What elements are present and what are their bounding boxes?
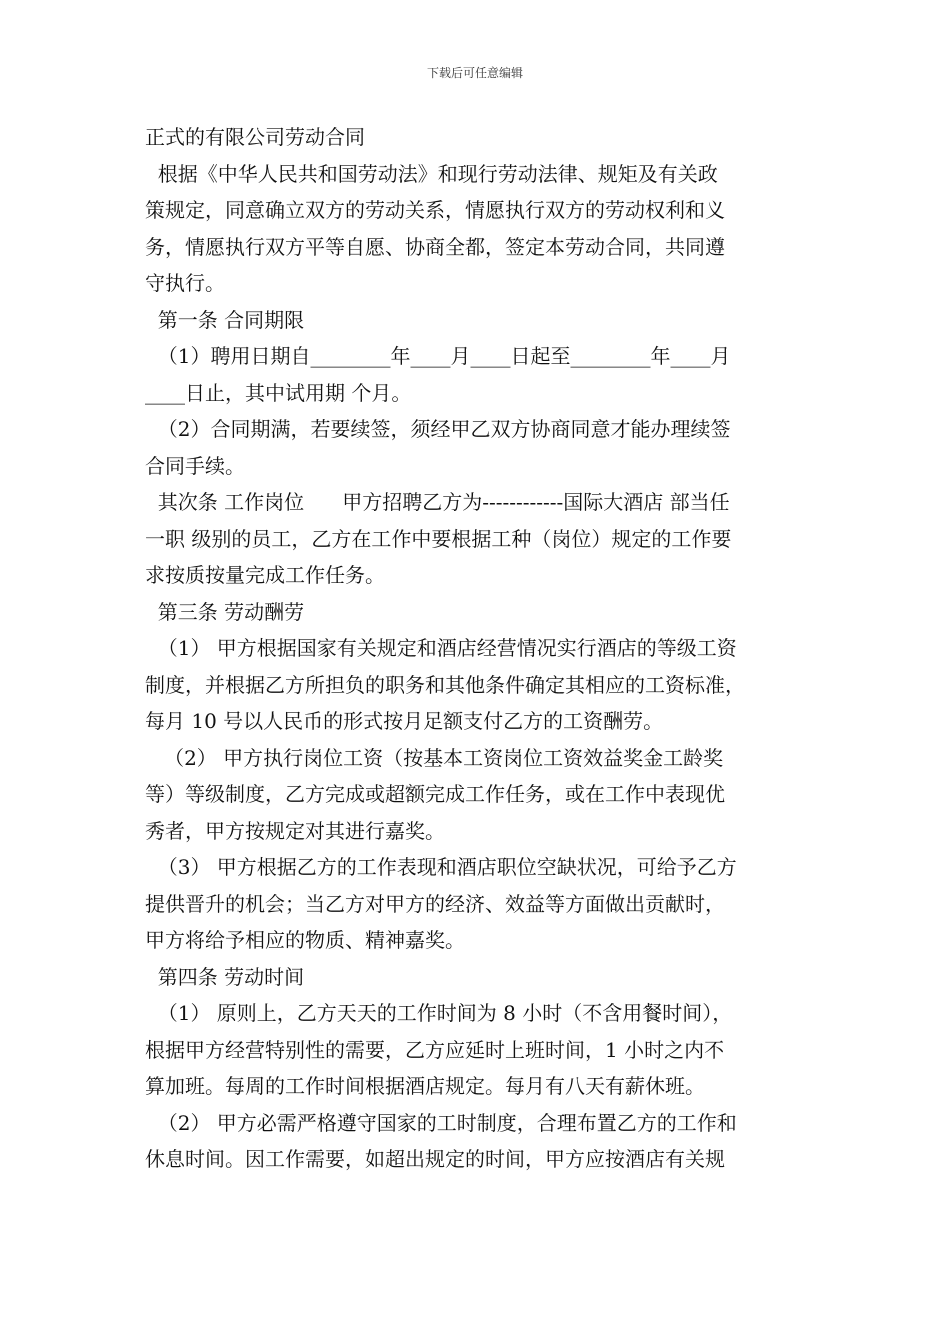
paragraph-line: （3） 甲方根据乙方的工作表现和酒店职位空缺状况，可给予乙方 [145, 855, 737, 879]
paragraph-line: 务，情愿执行双方平等自愿、协商全都，签定本劳动合同，共同遵 [145, 234, 725, 259]
paragraph-line: 合同手续。 [145, 453, 245, 478]
paragraph-line: ____日止，其中试用期 个月。 [145, 380, 412, 405]
page-header: 下载后可任意编辑 [426, 66, 523, 80]
paragraph-line: （2） 甲方执行岗位工资（按基本工资岗位工资效益奖金工龄奖 [145, 745, 724, 770]
section-heading: 其次条 工作岗位 甲方招聘乙方为------------国际大酒店 部当任 [145, 490, 730, 514]
paragraph-line: （2）合同期满，若要续签，须经甲乙双方协商同意才能办理续签 [145, 417, 731, 441]
paragraph-line: （1）聘用日期自________年____月____日起至________年____月 [145, 344, 731, 368]
paragraph-line: 休息时间。因工作需要，如超出规定的时间，甲方应按酒店有关规 [145, 1147, 725, 1171]
paragraph-line: （1） 甲方根据国家有关规定和酒店经营情况实行酒店的等级工资 [145, 636, 737, 660]
section-heading: 第一条 合同期限 [145, 307, 305, 332]
paragraph-line: 算加班。每周的工作时间根据酒店规定。每月有八天有薪休班。 [145, 1074, 705, 1098]
section-heading: 第四条 劳动时间 [145, 964, 305, 989]
paragraph-line: 守执行。 [145, 271, 225, 295]
paragraph-line: 甲方将给予相应的物质、精神嘉奖。 [145, 928, 465, 952]
paragraph-line: （1） 原则上，乙方天天的工作时间为 8 小时（不含用餐时间）， [145, 1001, 733, 1025]
paragraph-line: 策规定，同意确立双方的劳动关系，情愿执行双方的劳动权利和义 [145, 198, 725, 222]
paragraph-line: 根据《中华人民共和国劳动法》和现行劳动法律、规矩及有关政 [145, 161, 718, 186]
section-heading: 第三条 劳动酬劳 [145, 599, 305, 624]
paragraph-line: 等）等级制度，乙方完成或超额完成工作任务，或在工作中表现优 [145, 782, 725, 806]
paragraph-line: 秀者，甲方按规定对其进行嘉奖。 [145, 818, 445, 843]
paragraph-line: （2） 甲方必需严格遵守国家的工时制度，合理布置乙方的工作和 [145, 1110, 737, 1135]
document-body [145, 120, 815, 1179]
paragraph-line: 提供晋升的机会；当乙方对甲方的经济、效益等方面做出贡献时， [145, 891, 725, 916]
paragraph-line: 制度，并根据乙方所担负的职务和其他条件确定其相应的工资标准， [145, 672, 745, 697]
paragraph-line: 每月 10 号以人民币的形式按月足额支付乙方的工资酬劳。 [145, 709, 664, 733]
paragraph-line: 求按质按量完成工作任务。 [145, 563, 385, 587]
document-title: 正式的有限公司劳动合同 [145, 125, 365, 149]
paragraph-line: 一职 级别的员工，乙方在工作中要根据工种（岗位）规定的工作要 [145, 526, 732, 551]
paragraph-line: 根据甲方经营特别性的需要，乙方应延时上班时间，1 小时之内不 [145, 1037, 725, 1062]
